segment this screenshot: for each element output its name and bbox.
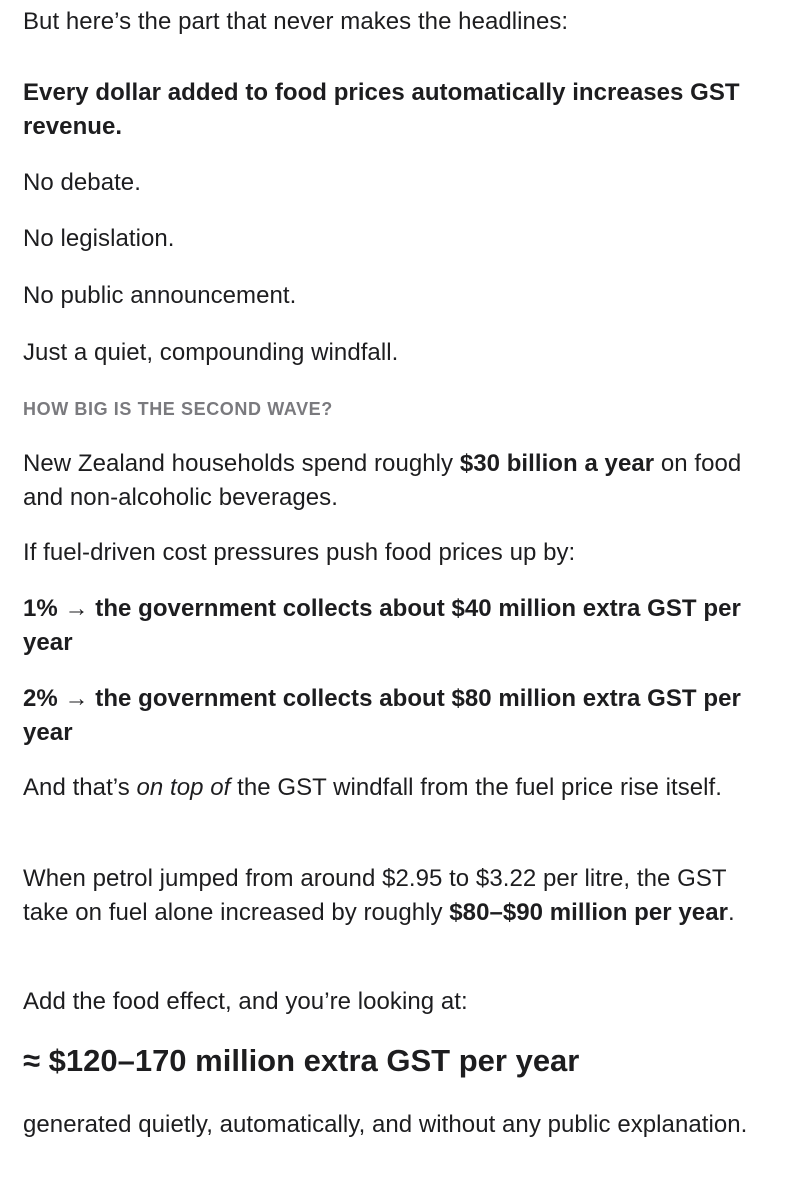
household-spend-paragraph <box>23 447 778 515</box>
if-line: If fuel-driven cost pressures push food prices up by: <box>23 539 576 566</box>
household-spend-text-after: on food and non-alcoholic beverages. <box>23 450 742 511</box>
closing-paragraph: generated quietly, automatically, and without any public explanation. <box>23 1111 748 1138</box>
on-top-text-after: the GST windfall from the fuel price rise itself. <box>230 774 722 801</box>
household-spend-highlight: $30 billion a year <box>459 450 655 477</box>
section-heading: HOW BIG IS THE SECOND WAVE? <box>23 399 333 419</box>
petrol-text-after: . <box>727 899 735 926</box>
intro-paragraph: But here’s the part that never makes the headlines: <box>23 8 569 35</box>
on-top-paragraph <box>23 771 778 805</box>
windfall-line: Just a quiet, compounding windfall. <box>23 339 399 366</box>
no-debate-line: No debate. <box>23 169 141 196</box>
household-spend-text-before: New Zealand households spend roughly <box>23 450 460 477</box>
petrol-text-before: When petrol jumped from around $2.95 to $3.22 per litre, the GST take on fuel alone increased by roughly <box>23 865 727 926</box>
total-estimate-heading: ≈ $120–170 million extra GST per year <box>23 1043 580 1078</box>
no-announcement-line: No public announcement. <box>23 282 297 309</box>
key-point-paragraph: Every dollar added to food prices automatically increases GST revenue. <box>23 79 740 140</box>
petrol-highlight: $80–$90 million per year <box>449 899 728 926</box>
on-top-emphasis: on top of <box>136 774 231 801</box>
scenario-one-percent: 1% → the government collects about $40 million extra GST per year <box>23 595 741 656</box>
no-legislation-line: No legislation. <box>23 225 175 252</box>
scenario-two-percent: 2% → the government collects about $80 million extra GST per year <box>23 685 741 746</box>
on-top-text-before: And that’s <box>23 774 137 801</box>
add-food-line: Add the food effect, and you’re looking at: <box>23 988 468 1015</box>
petrol-paragraph <box>23 862 778 930</box>
